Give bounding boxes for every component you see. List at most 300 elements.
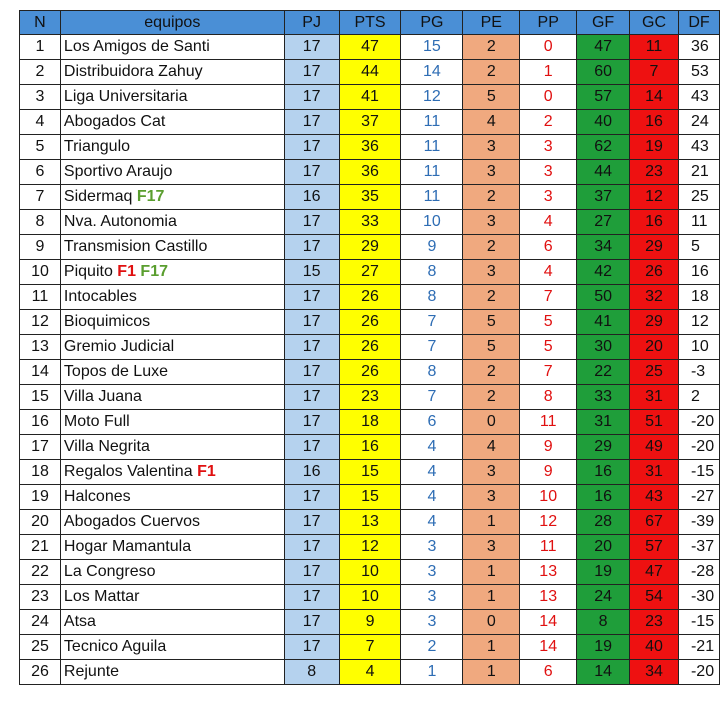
position-cell: 4 [20, 110, 61, 135]
position-cell: 2 [20, 60, 61, 85]
table-row [20, 210, 720, 235]
points-cell: 26 [339, 310, 401, 335]
won-cell: 14 [401, 60, 463, 85]
points-cell: 23 [339, 385, 401, 410]
goals-against-cell: 29 [630, 235, 679, 260]
goals-for-cell: 57 [577, 85, 630, 110]
goal-diff-cell: 24 [678, 110, 719, 135]
table-row [20, 160, 720, 185]
won-cell: 3 [401, 610, 463, 635]
won-cell: 4 [401, 485, 463, 510]
points-cell: 18 [339, 410, 401, 435]
team-name: Intocables [63, 288, 137, 305]
fine-badge: F1 [117, 263, 136, 280]
won-cell: 4 [401, 510, 463, 535]
goals-against-cell: 29 [630, 310, 679, 335]
team-name-cell [60, 135, 284, 160]
table-row [20, 235, 720, 260]
team-name-cell [60, 110, 284, 135]
goal-diff-cell: -28 [678, 560, 719, 585]
goals-against-cell: 19 [630, 135, 679, 160]
position-cell: 20 [20, 510, 61, 535]
won-cell: 15 [401, 35, 463, 60]
table-row [20, 260, 720, 285]
team-name-cell [60, 260, 284, 285]
header-row [20, 11, 720, 35]
lost-cell: 0 [520, 35, 577, 60]
table-row [20, 585, 720, 610]
played-cell: 17 [284, 535, 339, 560]
team-name-cell [60, 535, 284, 560]
team-name: Sportivo Araujo [63, 163, 173, 180]
goal-diff-cell: -20 [678, 410, 719, 435]
points-cell: 36 [339, 160, 401, 185]
table-row [20, 535, 720, 560]
position-cell: 6 [20, 160, 61, 185]
played-cell: 17 [284, 585, 339, 610]
lost-cell: 14 [520, 610, 577, 635]
drawn-cell: 4 [463, 435, 520, 460]
header-pp: PP [520, 11, 577, 35]
goals-for-cell: 8 [577, 610, 630, 635]
team-name-cell [60, 610, 284, 635]
goal-diff-cell: 11 [678, 210, 719, 235]
goals-for-cell: 30 [577, 335, 630, 360]
fine-badge: F1 [197, 463, 216, 480]
points-cell: 44 [339, 60, 401, 85]
table-row [20, 435, 720, 460]
goals-against-cell: 20 [630, 335, 679, 360]
points-cell: 10 [339, 585, 401, 610]
goal-diff-cell: 12 [678, 310, 719, 335]
points-cell: 4 [339, 660, 401, 685]
goals-against-cell: 11 [630, 35, 679, 60]
drawn-cell: 3 [463, 535, 520, 560]
drawn-cell: 5 [463, 85, 520, 110]
team-name-cell [60, 510, 284, 535]
goal-diff-cell: 2 [678, 385, 719, 410]
drawn-cell: 3 [463, 460, 520, 485]
drawn-cell: 2 [463, 235, 520, 260]
lost-cell: 4 [520, 210, 577, 235]
points-cell: 7 [339, 635, 401, 660]
team-name-cell [60, 35, 284, 60]
lost-cell: 9 [520, 460, 577, 485]
goal-diff-cell: -39 [678, 510, 719, 535]
drawn-cell: 3 [463, 485, 520, 510]
played-cell: 17 [284, 135, 339, 160]
team-name-cell [60, 635, 284, 660]
played-cell: 17 [284, 60, 339, 85]
lost-cell: 12 [520, 510, 577, 535]
points-cell: 10 [339, 560, 401, 585]
played-cell: 16 [284, 460, 339, 485]
goals-against-cell: 23 [630, 160, 679, 185]
team-name: Halcones [63, 488, 131, 505]
team-name: Villa Negrita [63, 438, 150, 455]
team-name: Villa Juana [63, 388, 142, 405]
goal-diff-cell: 21 [678, 160, 719, 185]
lost-cell: 7 [520, 360, 577, 385]
header-pg: PG [401, 11, 463, 35]
goal-diff-cell: -37 [678, 535, 719, 560]
table-row [20, 285, 720, 310]
team-name-cell [60, 435, 284, 460]
drawn-cell: 3 [463, 135, 520, 160]
position-cell: 8 [20, 210, 61, 235]
drawn-cell: 2 [463, 360, 520, 385]
table-row [20, 635, 720, 660]
goal-diff-cell: 53 [678, 60, 719, 85]
played-cell: 17 [284, 560, 339, 585]
drawn-cell: 3 [463, 160, 520, 185]
team-name-cell [60, 85, 284, 110]
played-cell: 16 [284, 185, 339, 210]
played-cell: 17 [284, 235, 339, 260]
points-cell: 29 [339, 235, 401, 260]
played-cell: 17 [284, 110, 339, 135]
position-cell: 10 [20, 260, 61, 285]
team-name: Rejunte [63, 663, 120, 680]
team-name-cell [60, 660, 284, 685]
won-cell: 10 [401, 210, 463, 235]
lost-cell: 13 [520, 560, 577, 585]
played-cell: 17 [284, 85, 339, 110]
drawn-cell: 3 [463, 260, 520, 285]
goals-for-cell: 28 [577, 510, 630, 535]
played-cell: 17 [284, 410, 339, 435]
won-cell: 3 [401, 535, 463, 560]
standings-table [19, 10, 720, 685]
table-row [20, 60, 720, 85]
drawn-cell: 5 [463, 310, 520, 335]
won-cell: 8 [401, 360, 463, 385]
goals-against-cell: 54 [630, 585, 679, 610]
team-name: Transmision Castillo [63, 238, 208, 255]
team-name: Regalos Valentina [63, 463, 193, 480]
position-cell: 24 [20, 610, 61, 635]
position-cell: 1 [20, 35, 61, 60]
points-cell: 26 [339, 360, 401, 385]
header-gc: GC [630, 11, 679, 35]
drawn-cell: 3 [463, 210, 520, 235]
goal-diff-cell: 5 [678, 235, 719, 260]
goal-diff-cell: 36 [678, 35, 719, 60]
drawn-cell: 0 [463, 610, 520, 635]
team-name-cell [60, 335, 284, 360]
table-row [20, 135, 720, 160]
goals-for-cell: 50 [577, 285, 630, 310]
team-name: Triangulo [63, 138, 131, 155]
header-pj: PJ [284, 11, 339, 35]
goals-for-cell: 20 [577, 535, 630, 560]
fine-badge: F17 [136, 188, 165, 205]
table-row [20, 560, 720, 585]
header-pe: PE [463, 11, 520, 35]
team-name: Atsa [63, 613, 96, 630]
lost-cell: 5 [520, 335, 577, 360]
team-name-cell [60, 385, 284, 410]
header-pts: PTS [339, 11, 401, 35]
goals-against-cell: 14 [630, 85, 679, 110]
team-name-cell [60, 410, 284, 435]
table-row [20, 110, 720, 135]
goals-against-cell: 32 [630, 285, 679, 310]
played-cell: 17 [284, 310, 339, 335]
won-cell: 11 [401, 135, 463, 160]
goals-against-cell: 67 [630, 510, 679, 535]
goal-diff-cell: 25 [678, 185, 719, 210]
drawn-cell: 2 [463, 285, 520, 310]
goal-diff-cell: 43 [678, 85, 719, 110]
goals-against-cell: 57 [630, 535, 679, 560]
goals-for-cell: 60 [577, 60, 630, 85]
position-cell: 7 [20, 185, 61, 210]
lost-cell: 3 [520, 135, 577, 160]
goals-against-cell: 26 [630, 260, 679, 285]
drawn-cell: 1 [463, 510, 520, 535]
team-name-cell [60, 360, 284, 385]
table-row [20, 35, 720, 60]
team-name: Los Amigos de Santi [63, 38, 210, 55]
goals-against-cell: 40 [630, 635, 679, 660]
won-cell: 11 [401, 110, 463, 135]
won-cell: 11 [401, 185, 463, 210]
won-cell: 12 [401, 85, 463, 110]
points-cell: 12 [339, 535, 401, 560]
team-name-cell [60, 210, 284, 235]
played-cell: 17 [284, 510, 339, 535]
position-cell: 3 [20, 85, 61, 110]
position-cell: 11 [20, 285, 61, 310]
won-cell: 9 [401, 235, 463, 260]
team-name-cell [60, 185, 284, 210]
goal-diff-cell: -20 [678, 660, 719, 685]
team-name: Gremio Judicial [63, 338, 175, 355]
goal-diff-cell: -20 [678, 435, 719, 460]
lost-cell: 7 [520, 285, 577, 310]
played-cell: 17 [284, 435, 339, 460]
points-cell: 13 [339, 510, 401, 535]
lost-cell: 1 [520, 60, 577, 85]
team-name: Abogados Cat [63, 113, 166, 130]
position-cell: 22 [20, 560, 61, 585]
points-cell: 33 [339, 210, 401, 235]
team-name-cell [60, 285, 284, 310]
drawn-cell: 1 [463, 560, 520, 585]
team-name-cell [60, 460, 284, 485]
position-cell: 17 [20, 435, 61, 460]
played-cell: 17 [284, 485, 339, 510]
played-cell: 8 [284, 660, 339, 685]
position-cell: 19 [20, 485, 61, 510]
team-name-cell [60, 485, 284, 510]
goal-diff-cell: -21 [678, 635, 719, 660]
team-name-cell [60, 560, 284, 585]
team-name: Moto Full [63, 413, 130, 430]
table-row [20, 660, 720, 685]
drawn-cell: 0 [463, 410, 520, 435]
table-row [20, 510, 720, 535]
table-row [20, 310, 720, 335]
won-cell: 3 [401, 560, 463, 585]
goals-against-cell: 12 [630, 185, 679, 210]
table-row [20, 360, 720, 385]
goal-diff-cell: -27 [678, 485, 719, 510]
won-cell: 6 [401, 410, 463, 435]
table-row [20, 485, 720, 510]
points-cell: 15 [339, 460, 401, 485]
goals-for-cell: 14 [577, 660, 630, 685]
goals-for-cell: 44 [577, 160, 630, 185]
won-cell: 2 [401, 635, 463, 660]
played-cell: 17 [284, 610, 339, 635]
goals-against-cell: 43 [630, 485, 679, 510]
table-row [20, 185, 720, 210]
lost-cell: 10 [520, 485, 577, 510]
drawn-cell: 2 [463, 185, 520, 210]
team-name: Hogar Mamantula [63, 538, 192, 555]
goals-for-cell: 41 [577, 310, 630, 335]
points-cell: 9 [339, 610, 401, 635]
position-cell: 13 [20, 335, 61, 360]
won-cell: 1 [401, 660, 463, 685]
lost-cell: 11 [520, 410, 577, 435]
points-cell: 37 [339, 110, 401, 135]
team-name-cell [60, 160, 284, 185]
goals-for-cell: 27 [577, 210, 630, 235]
points-cell: 15 [339, 485, 401, 510]
position-cell: 23 [20, 585, 61, 610]
lost-cell: 3 [520, 185, 577, 210]
team-name: Abogados Cuervos [63, 513, 201, 530]
goals-against-cell: 16 [630, 110, 679, 135]
table-row [20, 610, 720, 635]
table-body [20, 35, 720, 685]
played-cell: 17 [284, 35, 339, 60]
team-name-cell [60, 60, 284, 85]
goals-against-cell: 16 [630, 210, 679, 235]
won-cell: 3 [401, 585, 463, 610]
header-n: N [20, 11, 61, 35]
drawn-cell: 2 [463, 60, 520, 85]
table-row [20, 385, 720, 410]
drawn-cell: 1 [463, 660, 520, 685]
played-cell: 15 [284, 260, 339, 285]
lost-cell: 3 [520, 160, 577, 185]
goals-for-cell: 34 [577, 235, 630, 260]
goals-for-cell: 31 [577, 410, 630, 435]
position-cell: 25 [20, 635, 61, 660]
won-cell: 11 [401, 160, 463, 185]
goal-diff-cell: 10 [678, 335, 719, 360]
goals-for-cell: 16 [577, 485, 630, 510]
points-cell: 26 [339, 335, 401, 360]
goal-diff-cell: -3 [678, 360, 719, 385]
lost-cell: 13 [520, 585, 577, 610]
goal-diff-cell: 43 [678, 135, 719, 160]
position-cell: 14 [20, 360, 61, 385]
goals-against-cell: 34 [630, 660, 679, 685]
played-cell: 17 [284, 360, 339, 385]
won-cell: 7 [401, 385, 463, 410]
position-cell: 9 [20, 235, 61, 260]
lost-cell: 5 [520, 310, 577, 335]
won-cell: 7 [401, 335, 463, 360]
table-row [20, 460, 720, 485]
table-row [20, 410, 720, 435]
goals-against-cell: 51 [630, 410, 679, 435]
team-name: Bioquimicos [63, 313, 151, 330]
points-cell: 16 [339, 435, 401, 460]
goal-diff-cell: 18 [678, 285, 719, 310]
goals-for-cell: 37 [577, 185, 630, 210]
team-name: La Congreso [63, 563, 156, 580]
position-cell: 26 [20, 660, 61, 685]
drawn-cell: 5 [463, 335, 520, 360]
goals-against-cell: 47 [630, 560, 679, 585]
played-cell: 17 [284, 335, 339, 360]
position-cell: 5 [20, 135, 61, 160]
points-cell: 35 [339, 185, 401, 210]
played-cell: 17 [284, 210, 339, 235]
team-name: Piquito [63, 263, 113, 280]
position-cell: 18 [20, 460, 61, 485]
played-cell: 17 [284, 160, 339, 185]
header-df: DF [678, 11, 719, 35]
lost-cell: 9 [520, 435, 577, 460]
goals-against-cell: 23 [630, 610, 679, 635]
lost-cell: 6 [520, 235, 577, 260]
lost-cell: 8 [520, 385, 577, 410]
goals-for-cell: 19 [577, 560, 630, 585]
goals-for-cell: 33 [577, 385, 630, 410]
goals-for-cell: 29 [577, 435, 630, 460]
goals-against-cell: 31 [630, 385, 679, 410]
drawn-cell: 4 [463, 110, 520, 135]
table-row [20, 335, 720, 360]
points-cell: 47 [339, 35, 401, 60]
points-cell: 41 [339, 85, 401, 110]
position-cell: 16 [20, 410, 61, 435]
lost-cell: 4 [520, 260, 577, 285]
won-cell: 7 [401, 310, 463, 335]
team-name-cell [60, 585, 284, 610]
team-name: Distribuidora Zahuy [63, 63, 203, 80]
goal-diff-cell: 16 [678, 260, 719, 285]
lost-cell: 11 [520, 535, 577, 560]
table-row [20, 85, 720, 110]
won-cell: 4 [401, 435, 463, 460]
drawn-cell: 2 [463, 385, 520, 410]
goals-for-cell: 24 [577, 585, 630, 610]
goals-against-cell: 25 [630, 360, 679, 385]
goal-diff-cell: -15 [678, 610, 719, 635]
goal-diff-cell: -30 [678, 585, 719, 610]
drawn-cell: 1 [463, 585, 520, 610]
lost-cell: 0 [520, 85, 577, 110]
lost-cell: 6 [520, 660, 577, 685]
played-cell: 17 [284, 285, 339, 310]
team-name: Los Mattar [63, 588, 140, 605]
table-header [20, 11, 720, 35]
position-cell: 15 [20, 385, 61, 410]
goals-for-cell: 47 [577, 35, 630, 60]
fine-badge: F17 [140, 263, 168, 280]
team-name: Topos de Luxe [63, 363, 168, 380]
goal-diff-cell: -15 [678, 460, 719, 485]
drawn-cell: 1 [463, 635, 520, 660]
